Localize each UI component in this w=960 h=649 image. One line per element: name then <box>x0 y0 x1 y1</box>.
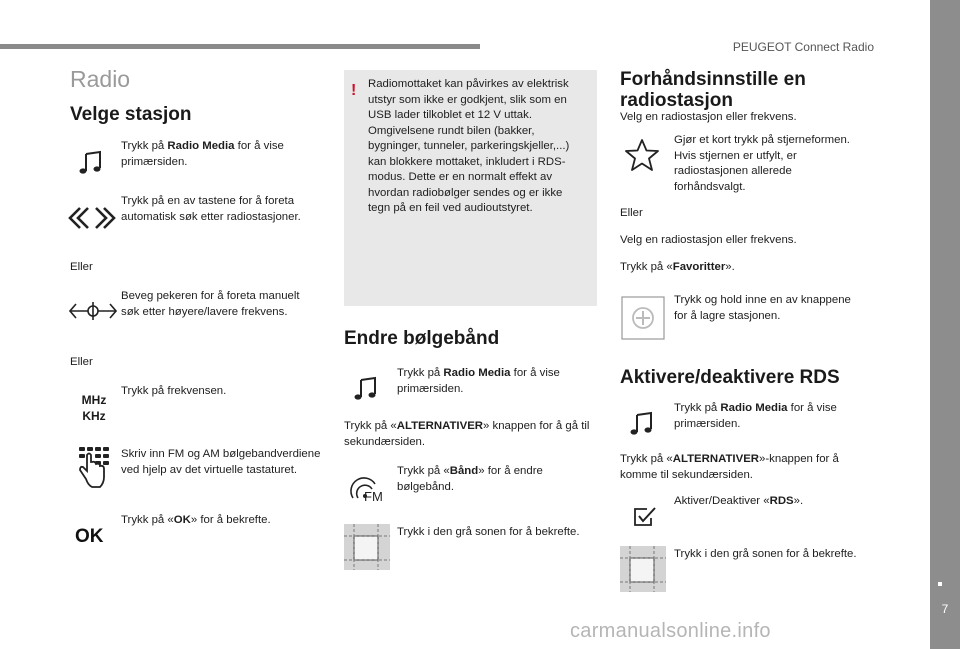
step-rds: Aktiver/Deaktiver «RDS». <box>674 495 804 507</box>
step-ok: Trykk på «OK» for å bekrefte. <box>121 514 271 526</box>
side-strip <box>930 0 960 649</box>
step-virtual-keyboard: Skriv inn FM og AM bølgebandverdiene ved hjelp av det virtuelle tastaturet. <box>121 448 321 476</box>
keypad-touch-icon <box>74 445 110 491</box>
fm-label: FM <box>364 489 383 504</box>
continue-marker <box>938 582 942 586</box>
heading-forhandsinnstille: Forhåndsinnstille en radiostasjon <box>620 69 806 111</box>
text-intro-2: Velg en radiostasjon eller frekvens. <box>620 234 797 246</box>
grey-zone-icon <box>620 546 666 592</box>
grey-zone-icon <box>344 524 390 570</box>
page-number: 7 <box>941 602 949 616</box>
step-manual-seek: Beveg pekeren for å foreta manuelt søk etter høyere/lavere frekvens. <box>121 290 300 318</box>
heading-velge-stasjon: Velge stasjon <box>70 104 192 125</box>
step-radio-media: Trykk på Radio Media for å vise primærsiden. <box>121 140 284 168</box>
music-note-icon <box>353 376 379 402</box>
add-preset-icon <box>621 296 665 340</box>
step-grey-zone: Trykk i den grå sonen for å bekrefte. <box>397 526 580 538</box>
warning-note-text: Radiomottaket kan påvirkes av elektrisk utstyr som ikke er godkjent, slik som en USB lader tilkoblet et 12 V uttak. Omgivelsene rundt bilen (bakker, bygninger, tunneler, parkeringskjeller,...) kan blokkere mottaket, inkludert i RDS-modus. Dette er en normalt effekt av hvordan radiobølger sendes og er ikke tegn på en feil ved audioutstyret. <box>368 78 570 214</box>
text-intro: Velg en radiostasjon eller frekvens. <box>620 111 797 123</box>
heading-rds: Aktivere/deaktivere RDS <box>620 367 840 388</box>
running-header: PEUGEOT Connect Radio <box>732 40 874 54</box>
section-title: Radio <box>70 66 131 92</box>
mhz-label: MHz <box>81 393 107 407</box>
top-rule <box>0 44 480 49</box>
warning-icon: ! <box>351 82 357 99</box>
step-alternativer-2: Trykk på «ALTERNATIVER»-knappen for å komme til sekundærsiden. <box>620 453 839 481</box>
seek-arrows-icon <box>68 206 116 230</box>
step-press-frequency: Trykk på frekvensen. <box>121 385 227 397</box>
music-note-icon <box>78 150 104 176</box>
ok-icon: OK <box>75 526 104 547</box>
heading-endre-bolgeband: Endre bølgebånd <box>344 328 500 349</box>
watermark: carmanualsonline.info <box>570 620 771 642</box>
step-radio-media-2: Trykk på Radio Media for å vise primærsiden. <box>397 367 560 395</box>
step-grey-zone-2: Trykk i den grå sonen for å bekrefte. <box>674 548 857 560</box>
step-radio-media-3: Trykk på Radio Media for å vise primærsiden. <box>674 402 837 430</box>
mhz-khz-icon <box>76 392 112 424</box>
step-alternativer: Trykk på «ALTERNATIVER» knappen for å gå til sekundærsiden. <box>344 420 590 448</box>
text-eller-3: Eller <box>620 207 643 219</box>
step-band: Trykk på «Bånd» for å endre bølgebånd. <box>397 465 543 493</box>
step-favoritter: Trykk på «Favoritter». <box>620 261 735 273</box>
step-hold-button: Trykk og hold inne en av knappene for å lagre stasjonen. <box>674 294 851 322</box>
checkbox-icon <box>633 506 657 528</box>
text-eller-1: Eller <box>70 261 93 273</box>
star-icon <box>624 138 660 172</box>
khz-label: KHz <box>82 409 106 423</box>
step-auto-seek: Trykk på en av tastene for å foreta automatisk søk etter radiostasjoner. <box>121 195 301 223</box>
slider-cursor-icon <box>69 300 117 322</box>
step-star: Gjør et kort trykk på stjerneformen. Hvis stjernen er utfylt, er radiostasjonen allerede forhåndsvalgt. <box>674 134 850 193</box>
music-note-icon <box>629 411 655 437</box>
text-eller-2: Eller <box>70 356 93 368</box>
